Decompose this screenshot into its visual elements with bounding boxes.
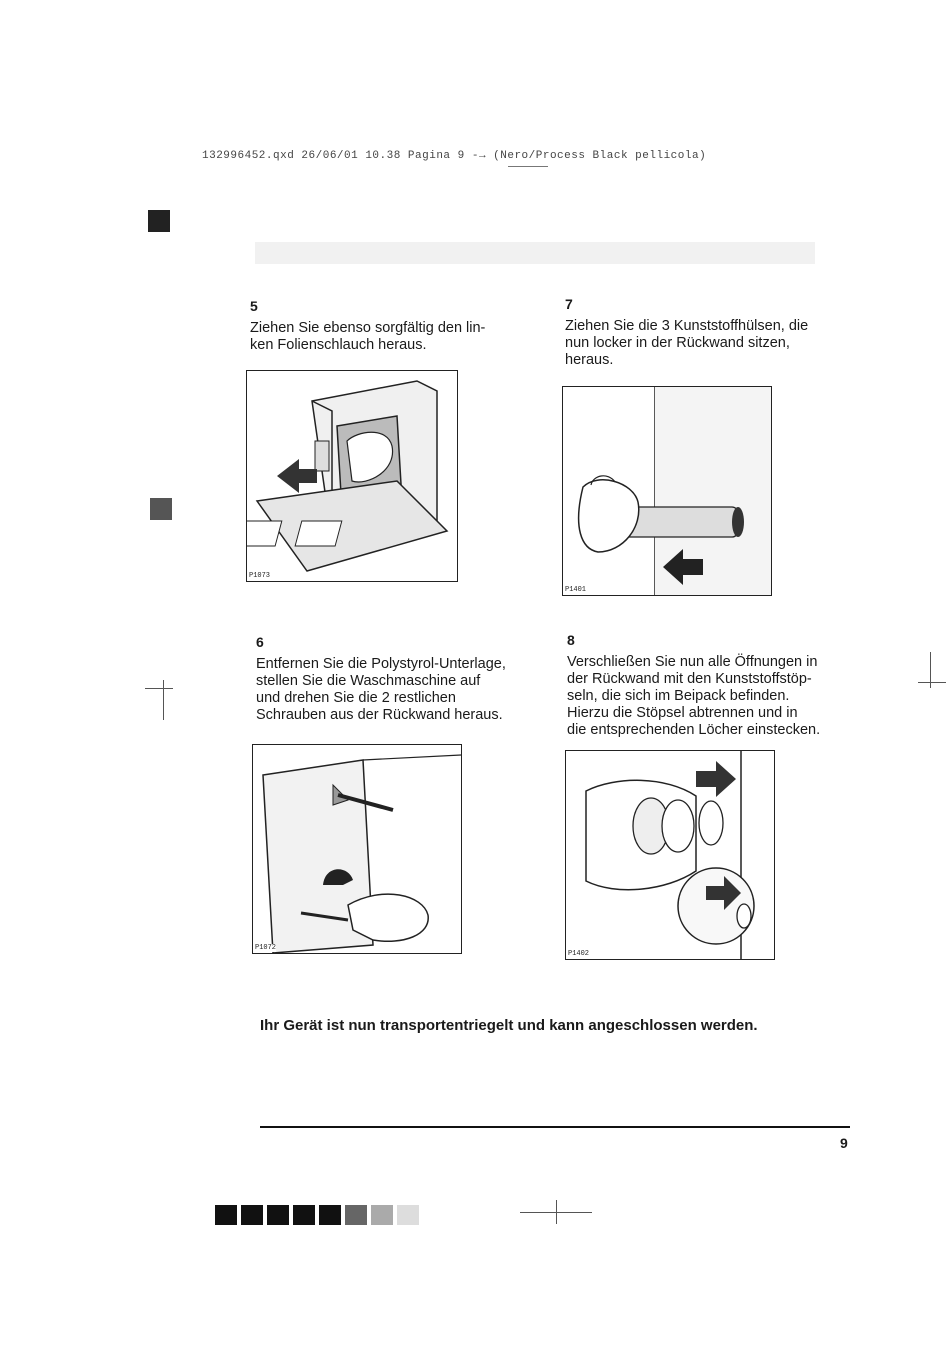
sleeve-removal-icon (563, 387, 771, 595)
page-number: 9 (840, 1135, 848, 1151)
crop-mark-left-v (163, 680, 164, 720)
step-5-line: Ziehen Sie ebenso sorgfältig den lin- (250, 320, 486, 336)
step-6-line: und drehen Sie die 2 restlichen (256, 690, 456, 706)
strip-block (397, 1205, 419, 1225)
conclusion-text: Ihr Gerät ist nun transportentriegelt und kann angeschlossen werden. (260, 1017, 758, 1034)
screw-removal-icon (253, 745, 461, 953)
figure-5 (246, 370, 458, 582)
step-5-line: ken Folienschlauch heraus. (250, 337, 427, 353)
step-6-line: stellen Sie die Waschmaschine auf (256, 673, 481, 689)
strip-block (267, 1205, 289, 1225)
crop-mark-bottom-v (556, 1200, 557, 1224)
print-control-strip (215, 1205, 419, 1225)
crop-mark-right-v (930, 652, 931, 688)
step-8-line: der Rückwand mit den Kunststoffstöp- (567, 671, 812, 687)
step-6-line: Entfernen Sie die Polystyrol-Unterlage, (256, 656, 506, 672)
step-8-text (567, 654, 867, 739)
step-5-number: 5 (250, 298, 258, 314)
step-7-line: nun locker in der Rückwand sitzen, (565, 335, 790, 351)
strip-block (345, 1205, 367, 1225)
step-6-number: 6 (256, 634, 264, 650)
figure-8 (565, 750, 775, 960)
strip-block (241, 1205, 263, 1225)
footer-rule (260, 1126, 850, 1128)
strip-block (215, 1205, 237, 1225)
step-5-text (250, 320, 540, 354)
registration-square-mid (150, 498, 172, 520)
figure-5-code: P1073 (249, 572, 271, 580)
step-8-line: Hierzu die Stöpsel abtrennen und in (567, 705, 798, 721)
strip-block (371, 1205, 393, 1225)
step-6-line: Schrauben aus der Rückwand heraus. (256, 707, 503, 723)
crop-mark-left-h (145, 688, 173, 689)
step-8-line: seln, die sich im Beipack befinden. (567, 688, 790, 704)
registration-square-top (148, 210, 170, 232)
figure-6-code: P1072 (255, 944, 277, 952)
step-7-number: 7 (565, 296, 573, 312)
crop-mark-right-h (918, 682, 946, 683)
plug-insertion-icon (566, 751, 774, 959)
step-8-line: die entsprechenden Löcher einstecken. (567, 722, 821, 738)
strip-block (293, 1205, 315, 1225)
header-underline (508, 166, 548, 167)
faded-scan-band (255, 242, 815, 264)
figure-8-code: P1402 (568, 950, 590, 958)
file-header: 132996452.qxd 26/06/01 10.38 Pagina 9 -→ (Nero/Process Black pellicola) (202, 150, 707, 162)
step-8-number: 8 (567, 632, 575, 648)
step-8-line: Verschließen Sie nun alle Öffnungen in (567, 654, 818, 670)
washing-machine-hose-removal-icon (247, 371, 457, 581)
figure-7-code: P1401 (565, 586, 587, 594)
figure-7 (562, 386, 772, 596)
figure-6 (252, 744, 462, 954)
step-6-text (256, 656, 556, 724)
step-7-text (565, 318, 855, 369)
step-7-line: Ziehen Sie die 3 Kunststoffhülsen, die (565, 318, 809, 334)
step-7-line: heraus. (565, 352, 614, 368)
strip-block (319, 1205, 341, 1225)
